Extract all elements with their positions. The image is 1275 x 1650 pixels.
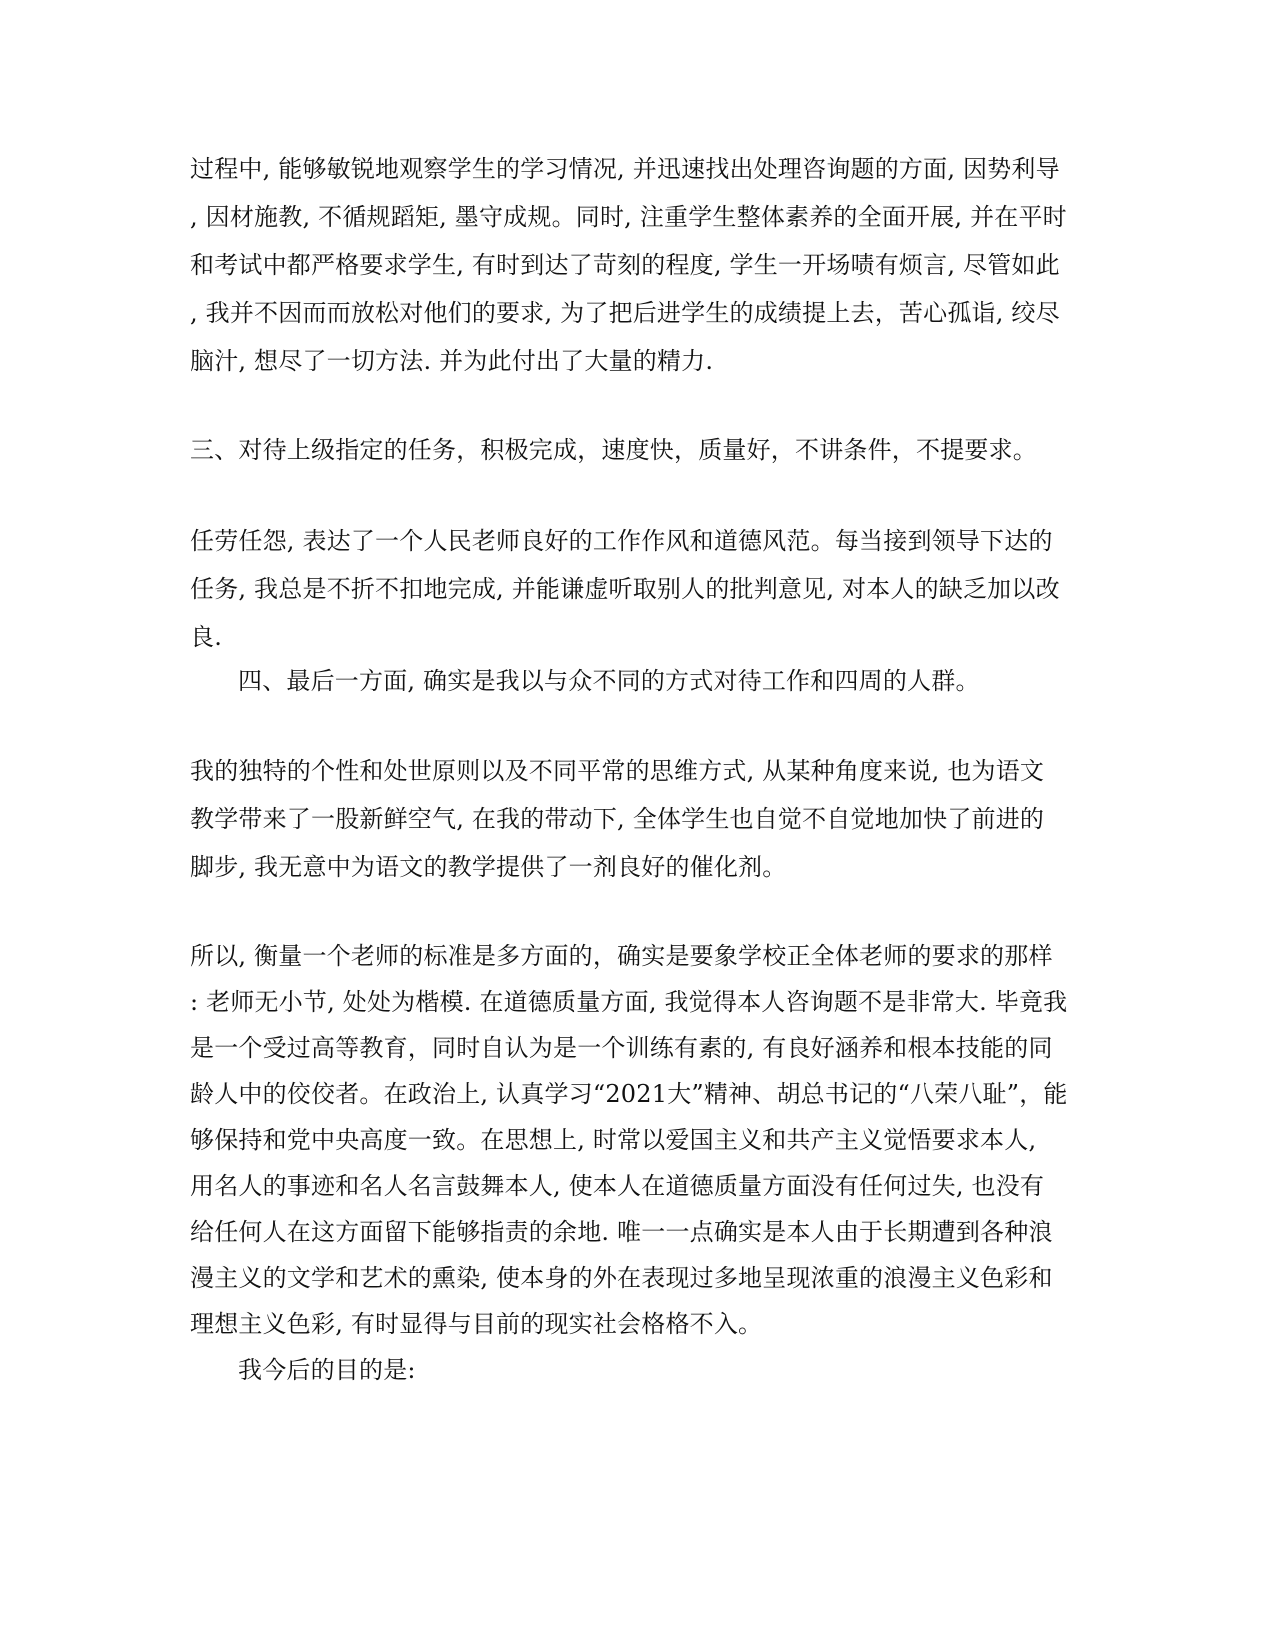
paragraph-2-line-2: 任务, 我总是不折不扣地完成, 并能谦虚听取别人的批判意见, 对本人的缺乏加以改 — [190, 575, 1060, 603]
paragraph-3-line-2: 教学带来了一股新鲜空气, 在我的带动下, 全体学生也自觉不自觉地加快了前进的 — [190, 805, 1045, 833]
paragraph-1-line-2: , 因材施教, 不循规蹈矩, 墨守成规。同时, 注重学生整体素养的全面开展, 并在平时 — [190, 203, 1067, 231]
paragraph-1-line-4: , 我并不因而而放松对他们的要求, 为了把后进学生的成绩提上去，苦心孤诣, 绞尽 — [190, 299, 1060, 327]
paragraph-4-line-3: 是一个受过高等教育，同时自认为是一个训练有素的, 有良好涵养和根本技能的同 — [190, 1034, 1053, 1062]
paragraph-1-line-3: 和考试中都严格要求学生, 有时到达了苛刻的程度, 学生一开场啧有烦言, 尽管如此 — [190, 251, 1060, 279]
paragraph-1-line-1: 过程中, 能够敏锐地观察学生的学习情况, 并迅速找出处理咨询题的方面, 因势利导 — [190, 155, 1060, 183]
paragraph-4-line-8: 漫主义的文学和艺术的熏染, 使本身的外在表现过多地呈现浓重的浪漫主义色彩和 — [190, 1264, 1053, 1292]
paragraph-1-line-5: 脑汁, 想尽了一切方法. 并为此付出了大量的精力. — [190, 347, 714, 375]
paragraph-2-line-3: 良. — [190, 623, 223, 651]
paragraph-4-line-2: : 老师无小节, 处处为楷模. 在道德质量方面, 我觉得本人咨询题不是非常大. 毕竟我 — [190, 988, 1068, 1016]
section-3-heading: 三、对待上级指定的任务，积极完成，速度快，质量好，不讲条件，不提要求。 — [190, 436, 1037, 464]
paragraph-4-line-6: 用名人的事迹和名人名言鼓舞本人, 使本人在道德质量方面没有任何过失, 也没有 — [190, 1172, 1045, 1200]
paragraph-2-line-1: 任劳任怨, 表达了一个人民老师良好的工作作风和道德风范。每当接到领导下达的 — [190, 527, 1053, 555]
paragraph-4-line-9: 理想主义色彩, 有时显得与目前的现实社会格格不入。 — [190, 1310, 763, 1338]
paragraph-4-line-5: 够保持和党中央高度一致。在思想上, 时常以爱国主义和共产主义觉悟要求本人, — [190, 1126, 1037, 1154]
paragraph-3-line-3: 脚步, 我无意中为语文的教学提供了一剂良好的催化剂。 — [190, 853, 787, 881]
closing-line: 我今后的目的是: — [238, 1356, 416, 1384]
section-4-heading: 四、最后一方面, 确实是我以与众不同的方式对待工作和四周的人群。 — [238, 667, 980, 695]
paragraph-4-line-1: 所以, 衡量一个老师的标准是多方面的，确实是要象学校正全体老师的要求的那样 — [190, 942, 1053, 970]
paragraph-4-line-4: 龄人中的佼佼者。在政治上, 认真学习“2021大”精神、胡总书记的“八荣八耻”，能 — [190, 1080, 1068, 1108]
paragraph-4-line-7: 给任何人在这方面留下能够指责的余地. 唯一一点确实是本人由于长期遭到各种浪 — [190, 1218, 1053, 1246]
paragraph-3-line-1: 我的独特的个性和处世原则以及不同平常的思维方式, 从某种角度来说, 也为语文 — [190, 757, 1045, 785]
